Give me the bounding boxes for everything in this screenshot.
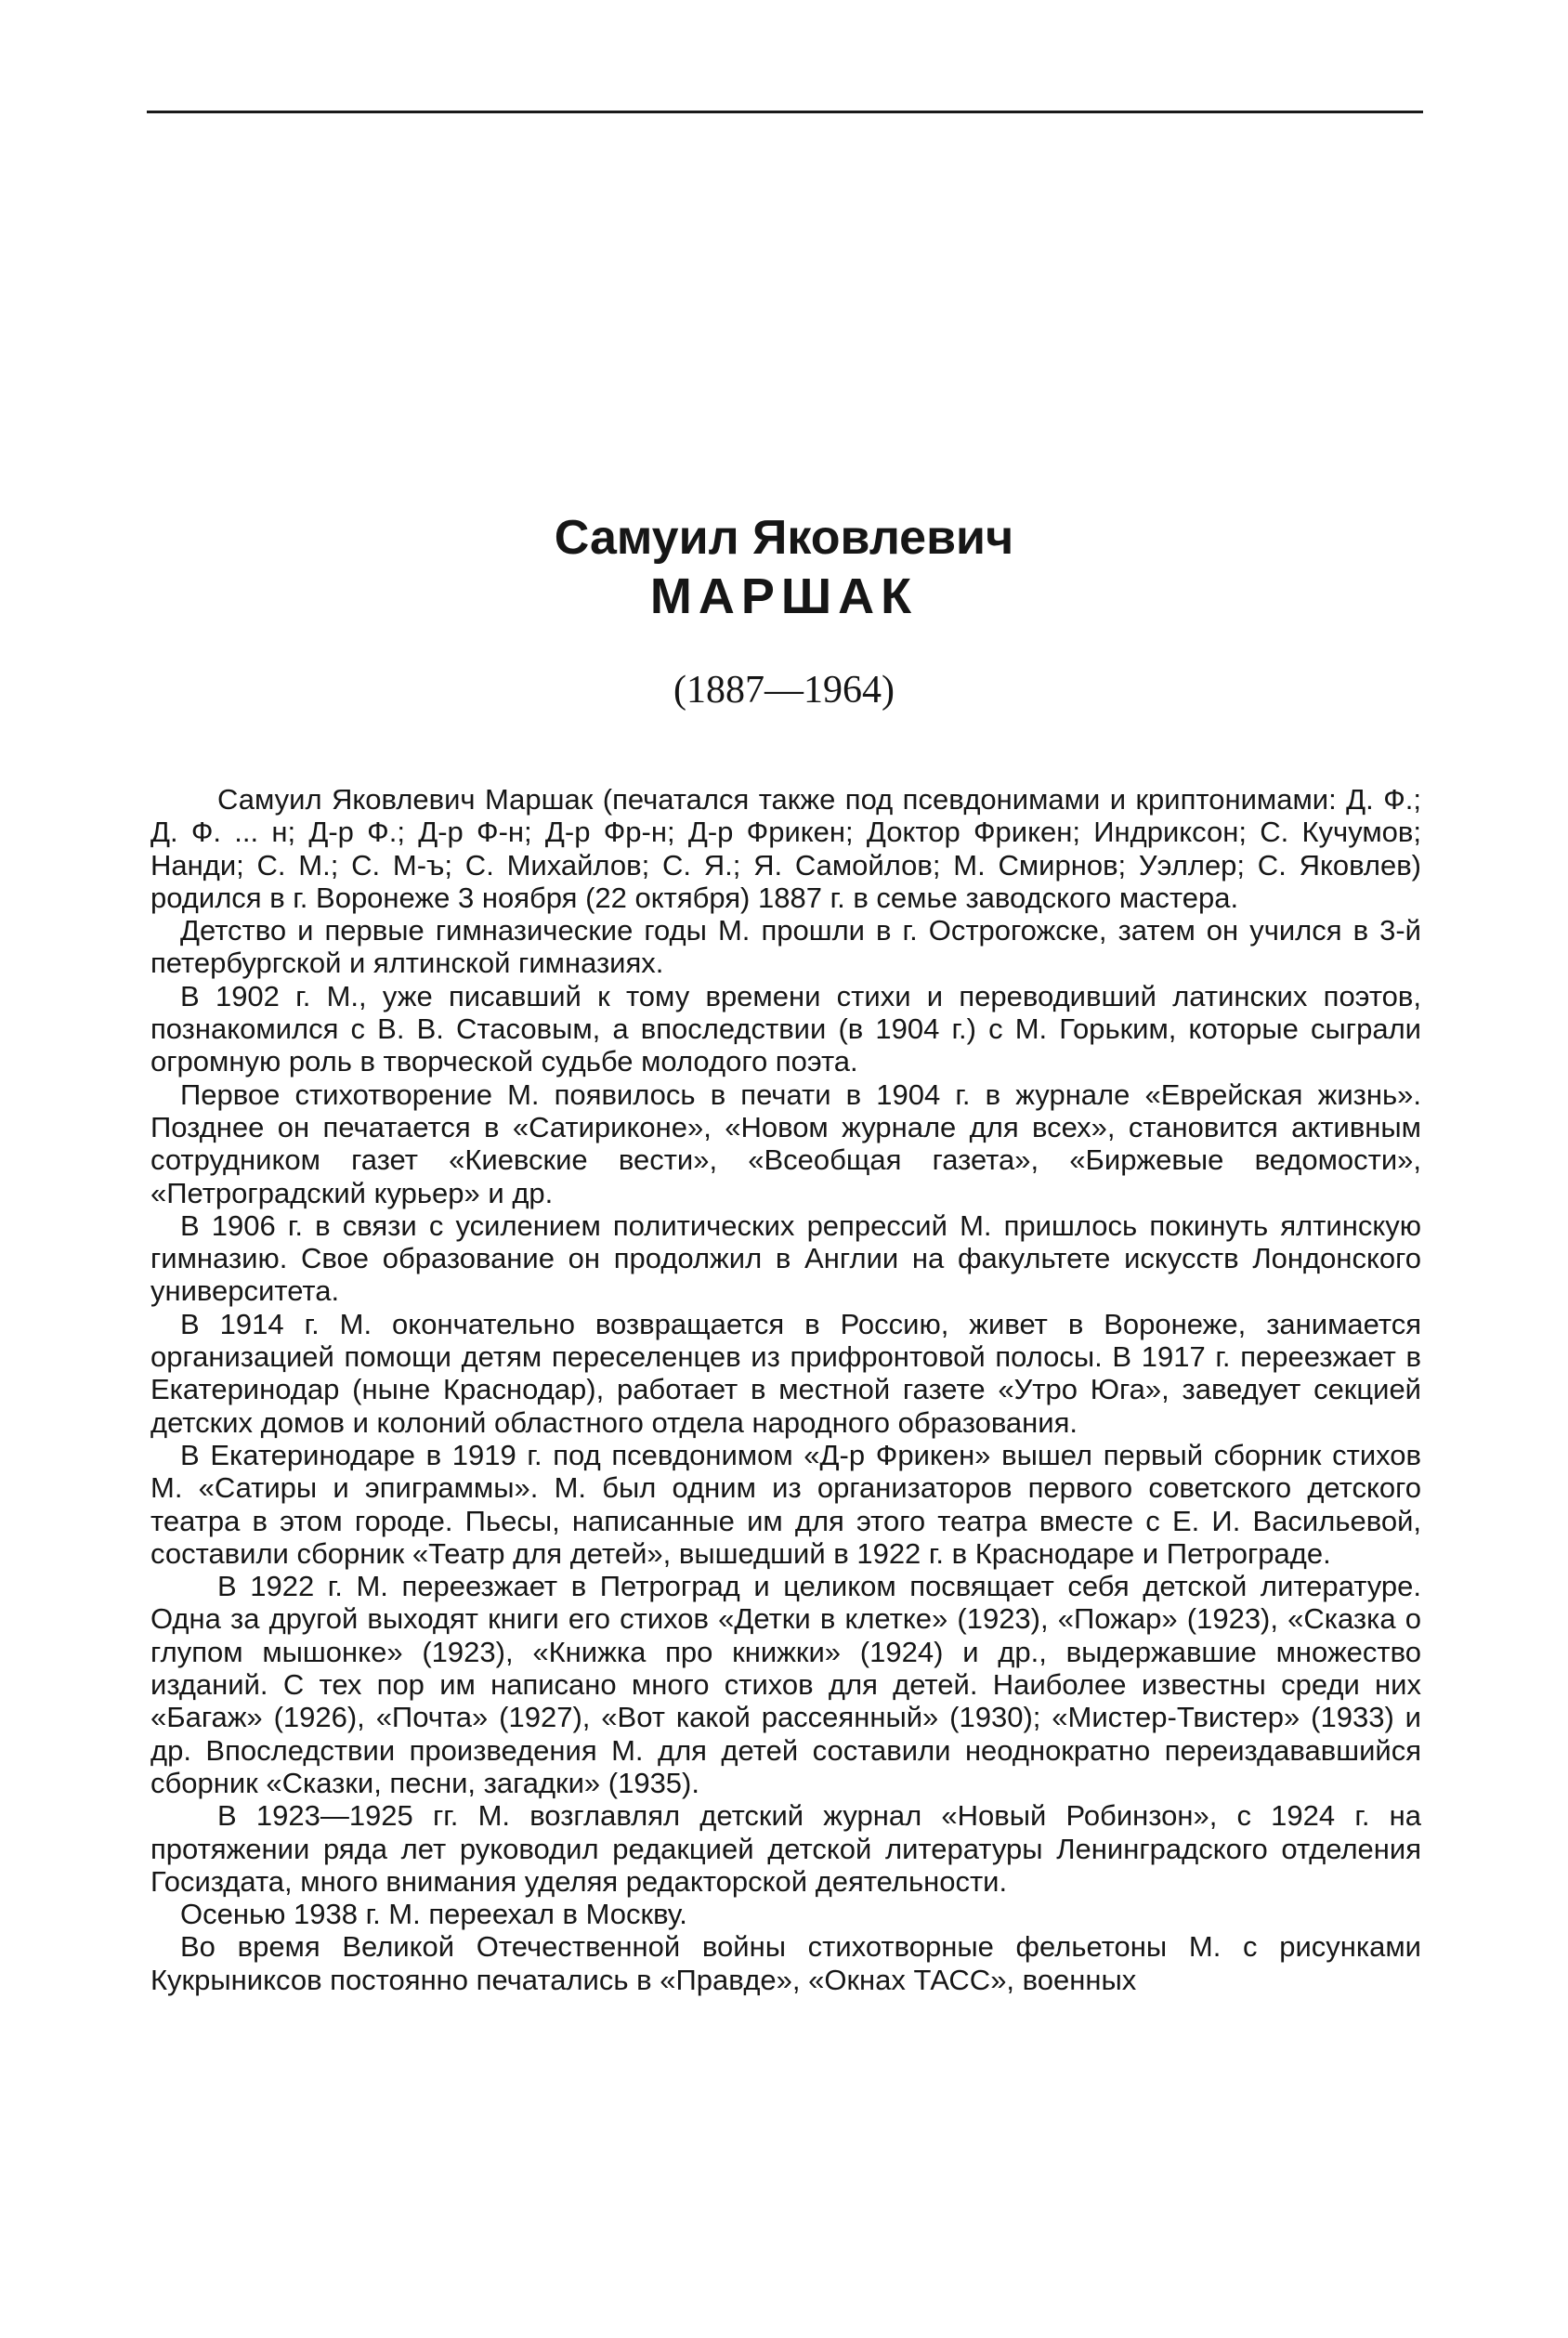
paragraph-war: Во время Великой Отечественной войны стихотворные фельетоны М. с рисунками Кукрыниксов постоянно печатались в «Правде», «Окнах ТАСС», военных xyxy=(150,1930,1421,1996)
paragraph-childhood: Детство и первые гимназические годы М. прошли в г. Острогожске, затем он учился в 3-й петербургской и ялтинской гимназиях. xyxy=(150,914,1421,980)
author-first-name: Самуил Яковлевич xyxy=(554,511,1014,565)
life-years: (1887—1964) xyxy=(673,669,895,712)
paragraph-moscow: Осенью 1938 г. М. переехал в Москву. xyxy=(180,1898,687,1931)
title-block xyxy=(0,509,1568,626)
paragraph-1923-1925: В 1923—1925 гг. М. возглавлял детский журнал «Новый Робинзон», с 1924 г. на протяжении ряда лет руководил редакцией детской литературы Ленинградского отделения Госиздата, много внимания уделяя редакторской деятельности. xyxy=(150,1799,1421,1898)
biography-text xyxy=(150,783,1421,1996)
paragraph-pseudonyms: Самуил Яковлевич Маршак (печатался также под псевдонимами и криптонимами: Д. Ф.; Д. Ф. ... н; Д-р Ф.; Д-р Ф-н; Д-р Фр-н; Д-р Фрикен; Доктор Фрикен; Индриксон; С. Кучумов; Нанди; С. М.; С. М-ъ; С. Михайлов; С. Я.; Я. Самойлов; М. Смирнов; Уэллер; С. Яковлев) родился в г. Воронеже 3 ноября (22 октября) 1887 г. в семье заводского мастера. xyxy=(150,783,1421,914)
paragraph-1906: В 1906 г. в связи с усилением политических репрессий М. пришлось покинуть ялтинскую гимназию. Свое образование он продолжил в Англии на факультете искусств Лондонского университета. xyxy=(150,1208,1421,1308)
top-rule xyxy=(147,111,1423,113)
paragraph-ekaterinodar: В Екатеринодаре в 1919 г. под псевдонимом «Д-р Фрикен» вышел первый сборник стихов М. «Сатиры и эпиграммы». М. был одним из организаторов первого советского детского театра в этом городе. Пьесы, написанные им для этого театра вместе с Е. И. Васильевой, составили сборник «Театр для детей», вышедший в 1922 г. в Краснодаре и Петрограде. xyxy=(150,1438,1421,1570)
paragraph-first-poem: Первое стихотворение М. появилось в печати в 1904 г. в журнале «Еврейская жизнь». Позднее он печатается в «Сатириконе», «Новом журнале для всех», становится активным сотрудником газет «Киевские вести», «Всеобщая газета», «Биржевые ведомости», «Петроградский курьер» и др. xyxy=(150,1078,1421,1209)
paragraph-1914: В 1914 г. М. окончательно возвращается в Россию, живет в Воронеже, занимается организацией помощи детям переселенцев из прифронтовой полосы. В 1917 г. переезжает в Екатеринодар (ныне Краснодар), работает в местной газете «Утро Юга», заведует секцией детских домов и колоний областного отдела народного образования. xyxy=(150,1307,1421,1439)
paragraph-1922: В 1922 г. М. переезжает в Петроград и целиком посвящает себя детской литературе. Одна за другой выходят книги его стихов «Детки в клетке» (1923), «Пожар» (1923), «Сказка о глупом мышонке» (1923), «Книжка про книжки» (1924) и др., выдержавшие множество изданий. С тех пор им написано много стихов для детей. Наиболее известны среди них «Багаж» (1926), «Почта» (1927), «Вот какой рассеянный» (1930); «Мистер-Твистер» (1933) и др. Впоследствии произведения М. для детей составили неоднократно переиздававшийся сборник «Сказки, песни, загадки» (1935). xyxy=(150,1570,1421,1799)
paragraph-1902: В 1902 г. М., уже писавший к тому времени стихи и переводивший латинских поэтов, познакомился с В. В. Стасовым, а впоследствии (в 1904 г.) с М. Горьким, которые сыграли огромную роль в творческой судьбе молодого поэта. xyxy=(150,979,1421,1078)
author-last-name: МАРШАК xyxy=(649,568,919,624)
